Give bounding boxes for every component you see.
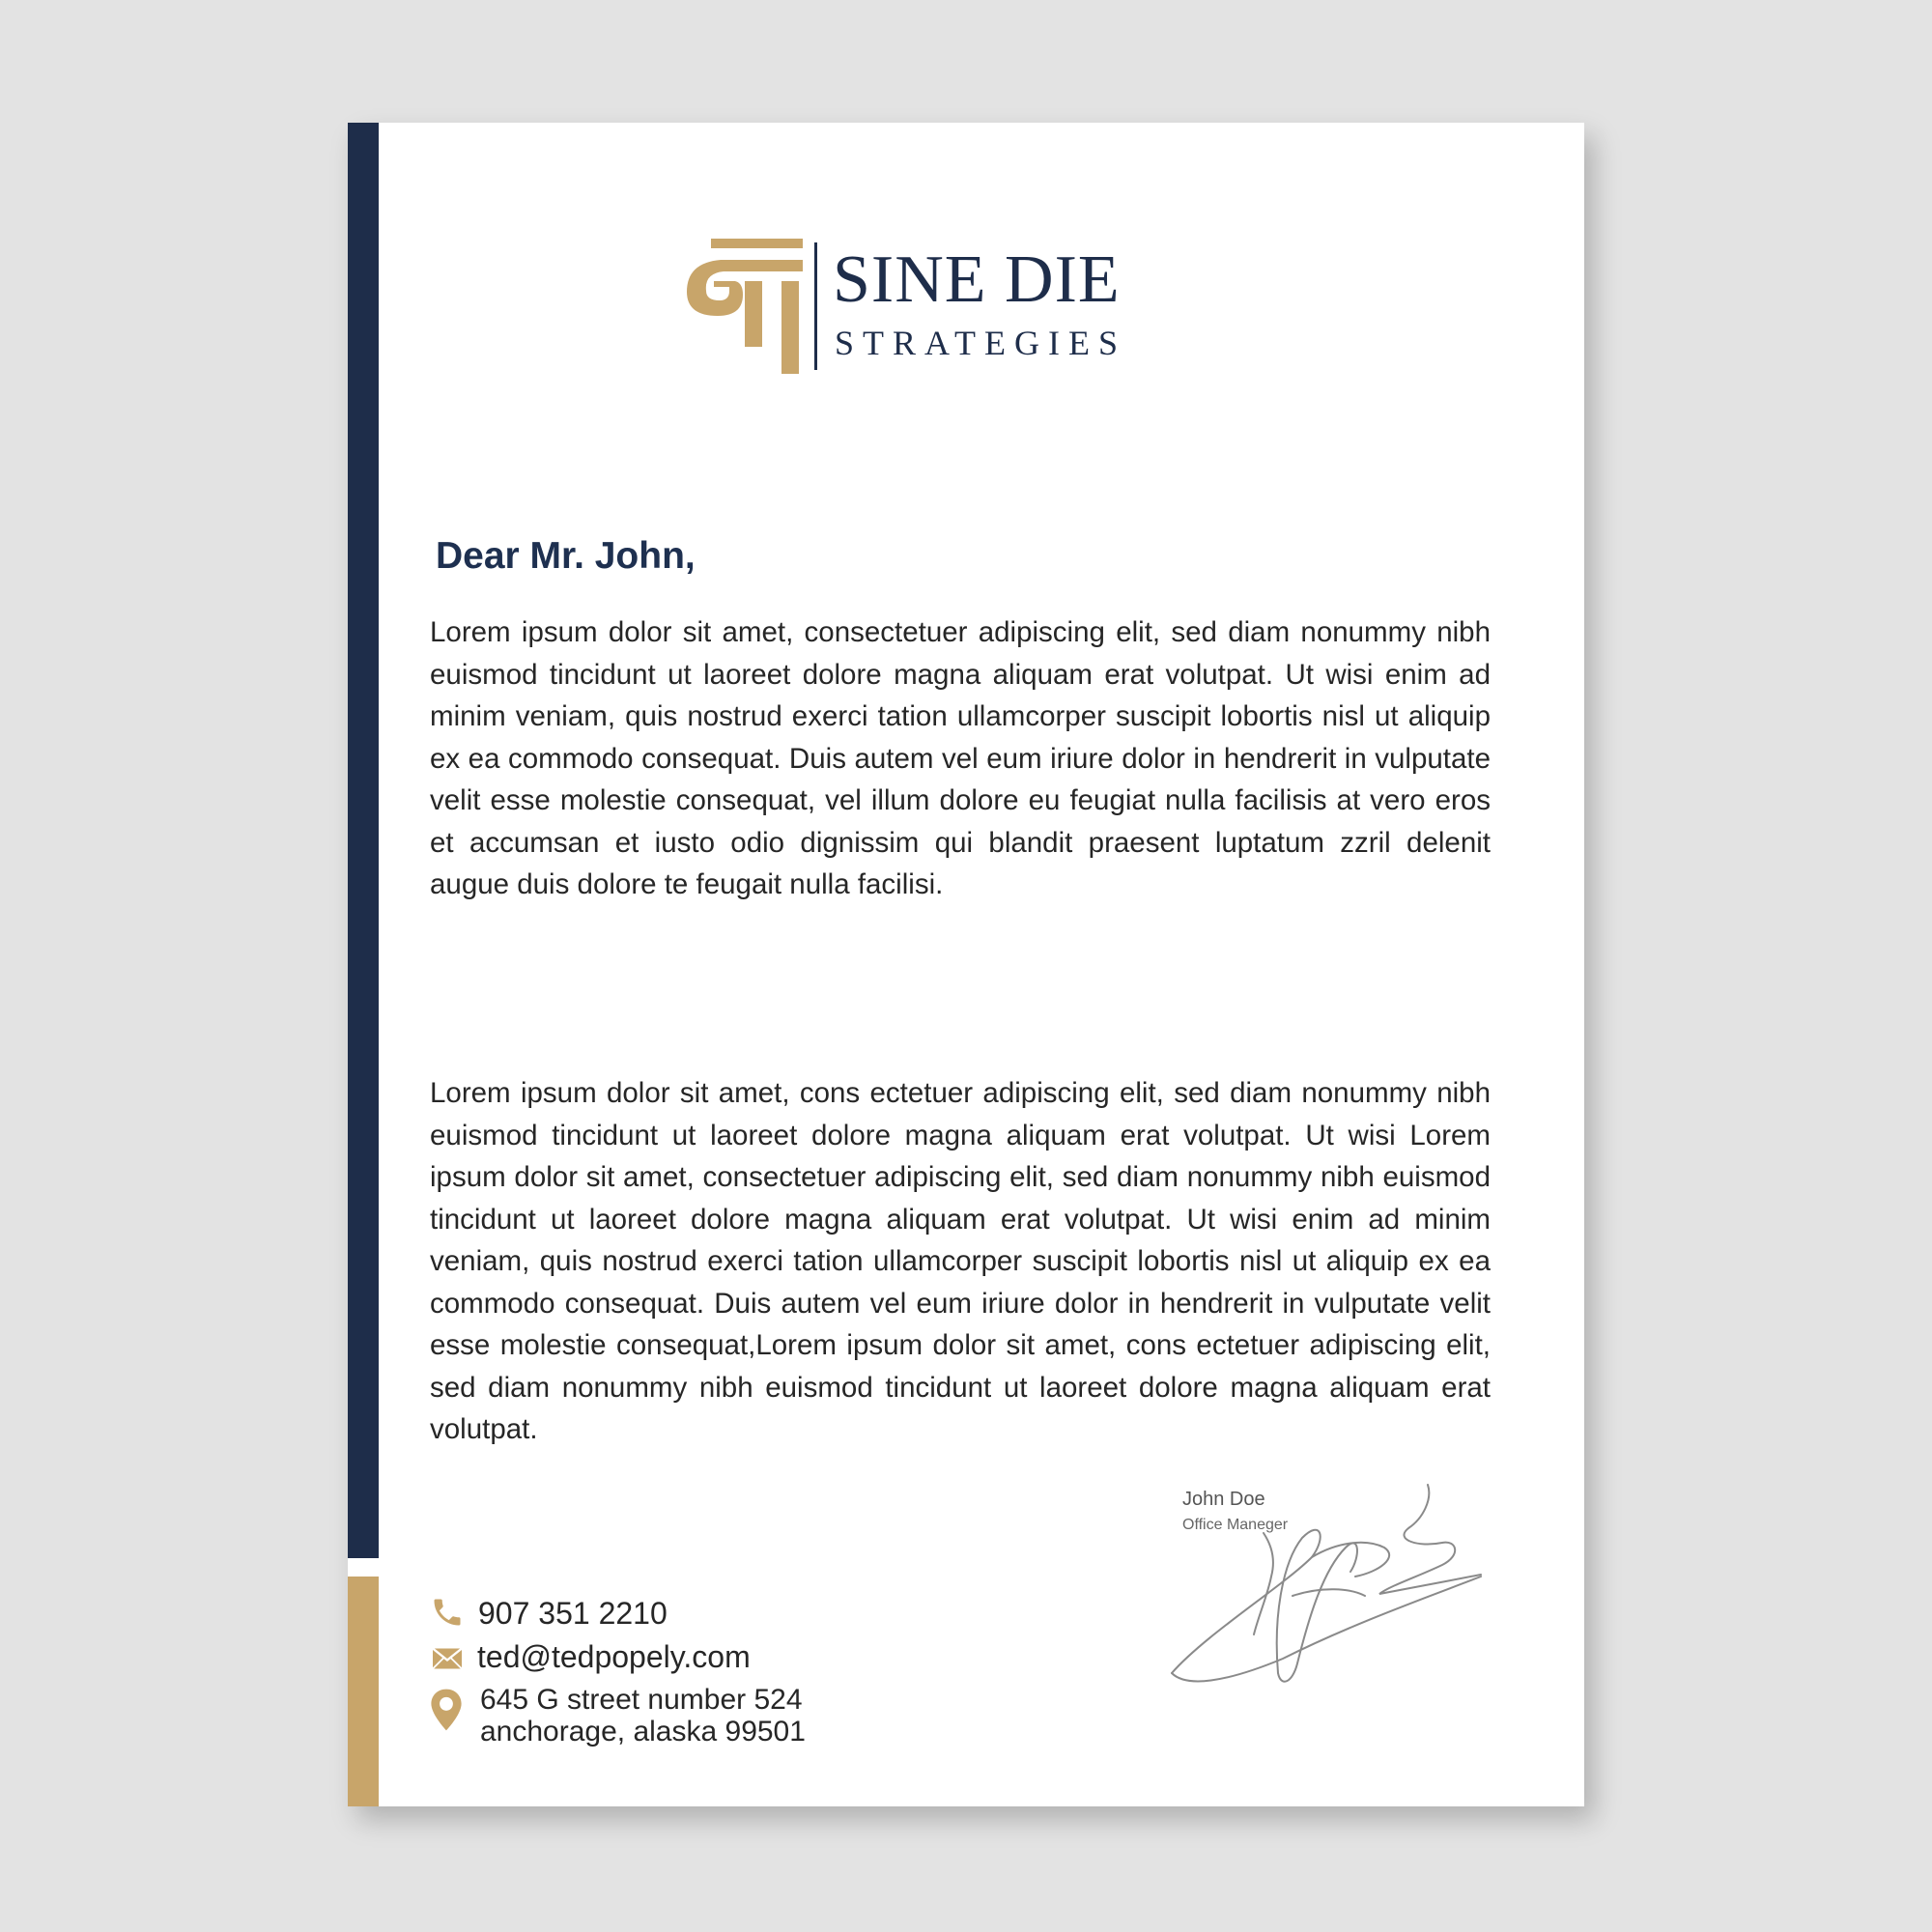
signer-name: John Doe xyxy=(1182,1489,1265,1510)
brand-subtitle: STRATEGIES xyxy=(835,324,1127,362)
address-line-1: 645 G street number 524 xyxy=(480,1684,803,1716)
brand-name: SINE DIE xyxy=(833,242,1121,317)
mail-icon xyxy=(430,1641,465,1676)
navy-side-bar xyxy=(348,123,379,1558)
logo-divider xyxy=(814,242,817,370)
pillar-logo-icon xyxy=(687,239,803,374)
body-paragraph-2: Lorem ipsum dolor sit amet, cons ectetuer adipiscing elit, sed diam nonummy nibh euismod tincidunt ut laoreet dolore magna aliquam erat volutpat. Ut wisi Lorem ipsum dolor sit amet, consectetuer adipiscing elit, sed diam nonummy nibh euismod tincidunt ut laoreet dolore magna aliquam erat volutpat. Ut wisi enim ad minim veniam, quis nostrud exerci tation ullamcorper suscipit lobortis nisl ut aliquip ex ea commodo consequat. Duis autem vel eum iriure dolor in hendrerit in vulputate velit esse molestie consequat,Lorem ipsum dolor sit amet, cons ectetuer adipiscing elit, sed diam nonummy nibh euismod tincidunt ut laoreet dolore magna aliquam erat volutpat. xyxy=(430,1077,1491,1445)
location-pin-icon xyxy=(427,1688,466,1732)
letterhead-page xyxy=(348,123,1584,1806)
signer-title: Office Maneger xyxy=(1182,1517,1289,1533)
phone-number: 907 351 2210 xyxy=(478,1596,668,1631)
gold-side-bar xyxy=(348,1577,379,1806)
phone-icon xyxy=(430,1595,465,1630)
company-logo xyxy=(687,239,1151,384)
email-address: ted@tedpopely.com xyxy=(477,1639,751,1674)
salutation: Dear Mr. John, xyxy=(436,535,696,577)
handwritten-signature xyxy=(1167,1480,1486,1692)
body-paragraph-1: Lorem ipsum dolor sit amet, consectetuer adipiscing elit, sed diam nonummy nibh euismod tincidunt ut laoreet dolore magna aliquam erat volutpat. Ut wisi enim ad minim veniam, quis nostrud exerci tation ullamcorper suscipit lobortis nisl ut aliquip ex ea commodo consequat. Duis autem vel eum iriure dolor in hendrerit in vulputate velit esse molestie consequat, vel illum dolore eu feugiat nulla facilisis at vero eros et accumsan et iusto odio dignissim qui blandit praesent luptatum zzril delenit augue duis dolore te feugait nulla facilisi. xyxy=(430,616,1491,900)
address-line-2: anchorage, alaska 99501 xyxy=(480,1716,806,1747)
